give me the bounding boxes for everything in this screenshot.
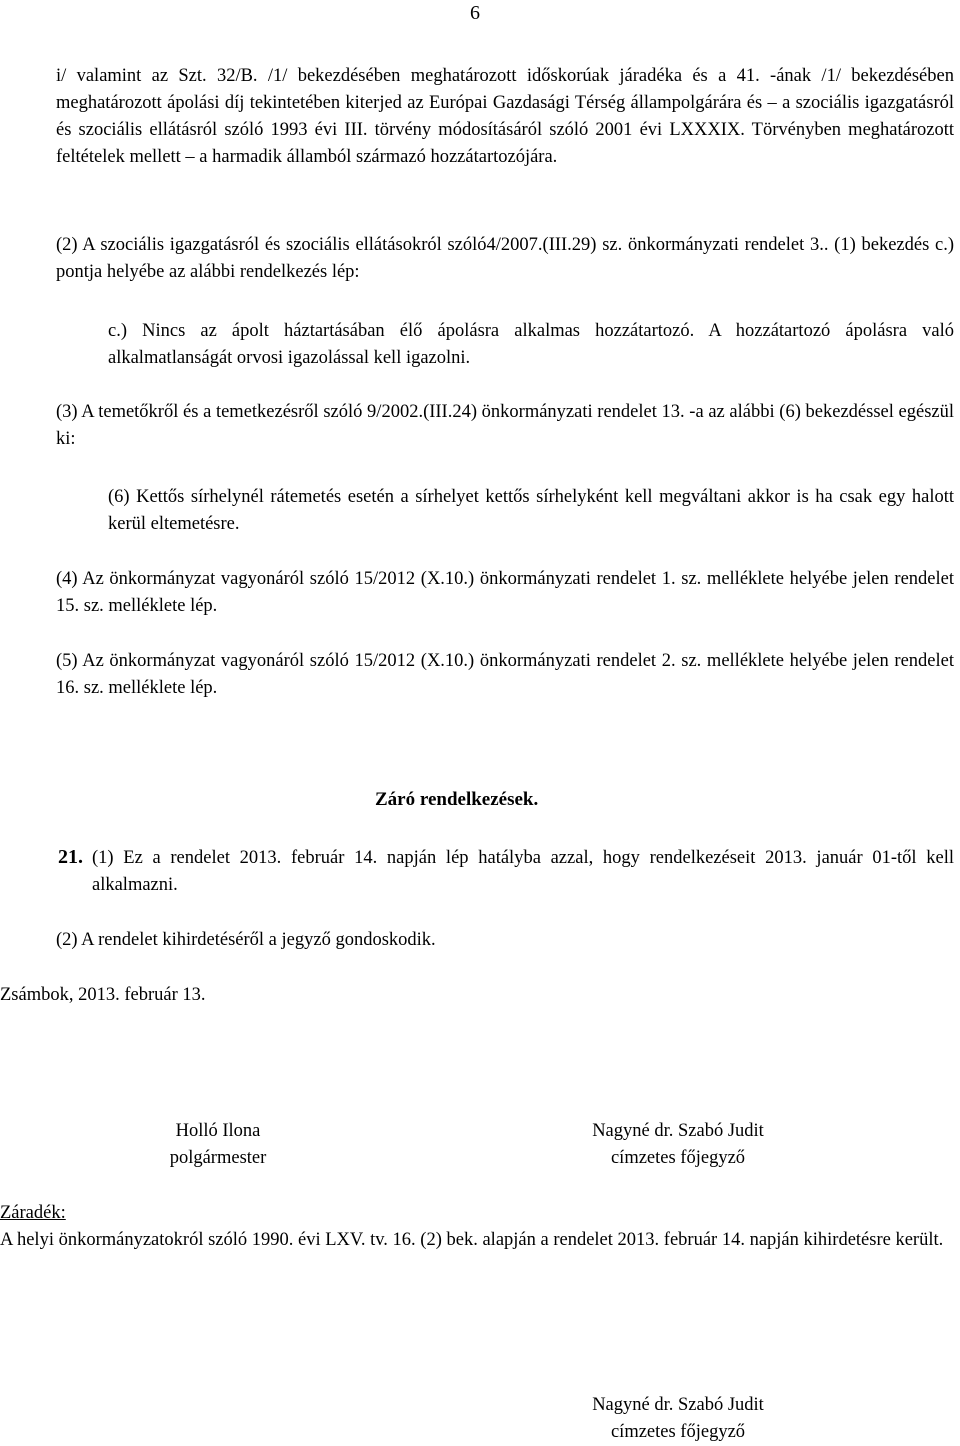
article-paragraph-2: (2) A rendelet kihirdetéséről a jegyző gondoskodik. (56, 930, 436, 950)
paragraph-2: (2) A szociális igazgatásról és szociális ellátásokról szóló4/2007.(III.29) sz. önkormányzati rendelet 3.. (1) bekezdés c.) pontja helyébe az alábbi rendelkezés lép: (56, 235, 954, 282)
signature-notary (548, 1118, 808, 1172)
paragraph-3: (3) A temetőkről és a temetkezésről szóló 9/2002.(III.24) önkormányzati rendelet 13. -a az alábbi (6) bekezdéssel egészül ki: (56, 402, 954, 449)
page-number: 6 (470, 2, 480, 24)
closing-provisions-heading: Záró rendelkezések. (375, 789, 539, 810)
mayor-name: Holló Ilona (175, 1121, 261, 1141)
paragraph-3-subsection-6: (6) Kettős sírhelynél rátemetés esetén a sírhelyet kettős sírhelyként kell megváltani akkor is ha csak egy halott kerül eltemetésre. (108, 487, 954, 534)
clause-heading: Záradék: (0, 1203, 66, 1223)
article-number: 21. (58, 846, 83, 868)
bottom-signature-title: címzetes főjegyző (610, 1422, 746, 1442)
article-paragraph-1: (1) Ez a rendelet 2013. február 14. napján lép hatályba azzal, hogy rendelkezéseit 2013. január 01-től kell alkalmazni. (92, 848, 954, 895)
bottom-signature (548, 1392, 808, 1446)
paragraph-i: i/ valamint az Szt. 32/B. /1/ bekezdésében meghatározott időskorúak járadéka és a 41. -ának /1/ bekezdésében meghatározott ápolási díj tekintetében kiterjed az Európai Gazdasági Térség állampolgárára és – a szociális igazgatásról és szociális ellátásról szóló 1993 évi III. törvény módosításáról szóló 2001 évi LXXXIX. Törvényben meghatározott feltételek mellett – a harmadik államból származó hozzátartozójára. (56, 66, 954, 167)
paragraph-4: (4) Az önkormányzat vagyonáról szóló 15/2012 (X.10.) önkormányzati rendelet 1. sz. melléklete helyébe jelen rendelet 15. sz. melléklete lép. (56, 569, 954, 616)
notary-title: címzetes főjegyző (610, 1148, 746, 1168)
notary-name: Nagyné dr. Szabó Judit (592, 1121, 764, 1141)
paragraph-2-point-c: c.) Nincs az ápolt háztartásában élő ápolásra alkalmas hozzátartozó. A hozzátartozó ápolásra való alkalmatlanságát orvosi igazolással kell igazolni. (108, 321, 954, 368)
paragraph-5: (5) Az önkormányzat vagyonáról szóló 15/2012 (X.10.) önkormányzati rendelet 2. sz. melléklete helyébe jelen rendelet 16. sz. melléklete lép. (56, 651, 954, 698)
place-and-date: Zsámbok, 2013. február 13. (0, 985, 206, 1005)
mayor-title: polgármester (169, 1148, 267, 1168)
signature-mayor (118, 1118, 318, 1172)
clause-text: A helyi önkormányzatokról szóló 1990. évi LXV. tv. 16. (2) bek. alapján a rendelet 2013. február 14. napján kihirdetésre került. (0, 1230, 944, 1250)
bottom-signature-name: Nagyné dr. Szabó Judit (592, 1395, 764, 1415)
